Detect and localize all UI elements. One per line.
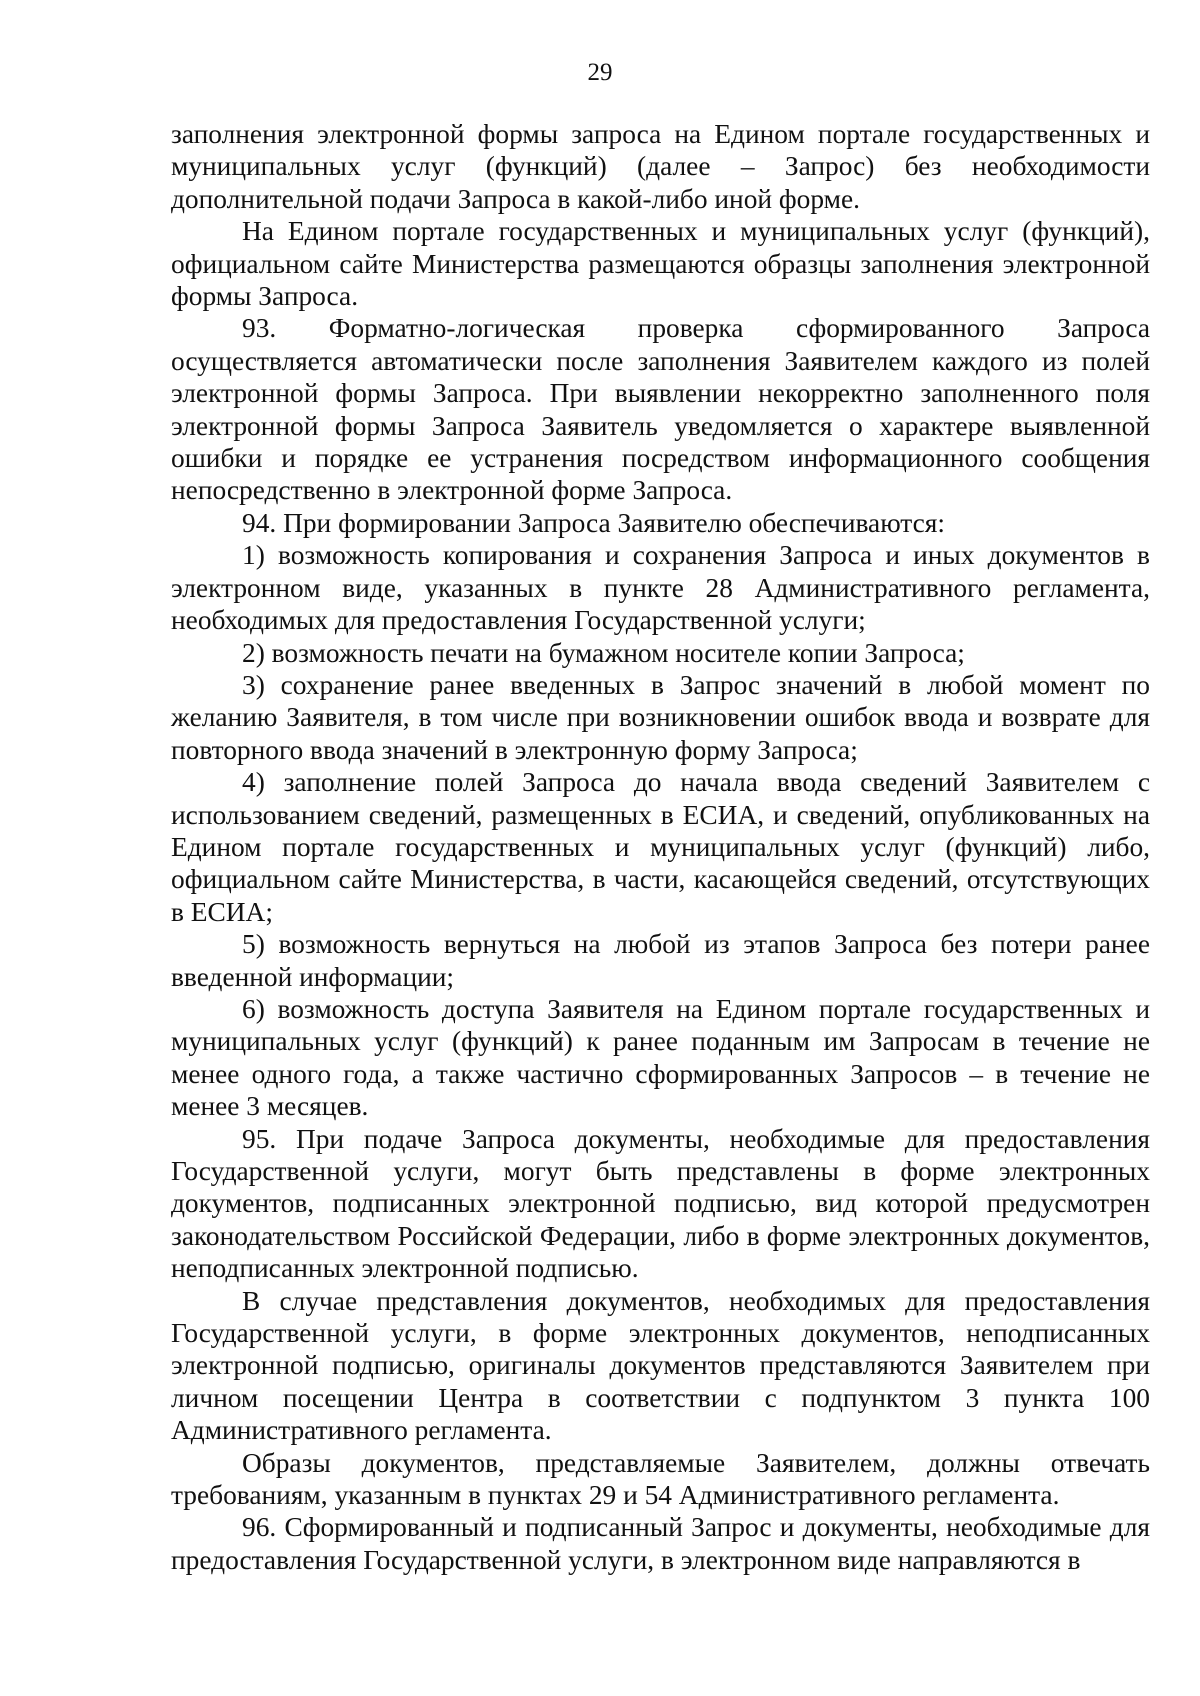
paragraph-94: 94. При формировании Запроса Заявителю обеспечиваются: — [242, 507, 945, 538]
list-item-5: 5) возможность вернуться на любой из этапов Запроса без потери ранее введенной информации; — [171, 929, 1150, 992]
paragraph-95: 95. При подаче Запроса документы, необходимые для предоставления Государственной услуги, могут быть представлены в форме электронных документов, подписанных электронной подписью, вид которой предусмотрен законодательством Российской Федерации, либо в форме электронных документов, неподписанных электронной подписью. — [171, 1123, 1150, 1284]
paragraph-document-images: Образы документов, представляемые Заявителем, должны отвечать требованиям, указанным в пунктах 29 и 54 Административного регламента. — [171, 1447, 1150, 1511]
document-body — [171, 118, 1150, 1576]
page-number: 29 — [587, 59, 613, 86]
list-item-4: 4) заполнение полей Запроса до начала ввода сведений Заявителем с использованием сведений, размещенных в ЕСИА, и сведений, опубликованных на Едином портале государственных и муниципальных услуг (функций) либо, официальном сайте Министерства, в части, касающейся сведений, отсутствующих в ЕСИА; — [171, 767, 1150, 927]
paragraph-unsigned-docs: В случае представления документов, необходимых для предоставления Государственной услуги, в форме электронных документов, неподписанных электронной подписью, оригиналы документов представляются Заявителем при личном посещении Центра в соответствии с подпунктом 3 пункта 100 Административного регламента. — [171, 1285, 1150, 1446]
list-item-1: 1) возможность копирования и сохранения Запроса и иных документов в электронном виде, указанных в пункте 28 Административного регламента, необходимых для предоставления Государственной услуги; — [171, 540, 1150, 636]
paragraph-93: 93. Форматно-логическая проверка сформированного Запроса осуществляется автоматически после заполнения Заявителем каждого из полей электронной формы Запроса. При выявлении некорректно заполненного поля электронной формы Запроса Заявитель уведомляется о характере выявленной ошибки и порядке ее устранения посредством информационного сообщения непосредственно в электронной форме Запроса. — [171, 313, 1150, 506]
paragraph-continuation: заполнения электронной формы запроса на Едином портале государственных и муниципальных услуг (функций) (далее – Запрос) без необходимости дополнительной подачи Запроса в какой-либо иной форме. — [171, 119, 1150, 214]
list-item-3: 3) сохранение ранее введенных в Запрос значений в любой момент по желанию Заявителя, в том числе при возникновении ошибок ввода и возврате для повторного ввода значений в электронную форму Запроса; — [171, 669, 1150, 765]
paragraph-96: 96. Сформированный и подписанный Запрос и документы, необходимые для предоставления Государственной услуги, в электронном виде направляются в — [171, 1512, 1150, 1575]
list-item-2: 2) возможность печати на бумажном носителе копии Запроса; — [242, 637, 965, 668]
list-item-6: 6) возможность доступа Заявителя на Едином портале государственных и муниципальных услуг (функций) к ранее поданным им Запросам в течение не менее одного года, а также частично сформированных Запросов – в течение не менее 3 месяцев. — [171, 993, 1150, 1122]
paragraph-portal-samples: На Едином портале государственных и муниципальных услуг (функций), официальном сайте Министерства размещаются образцы заполнения электронной формы Запроса. — [171, 216, 1150, 312]
